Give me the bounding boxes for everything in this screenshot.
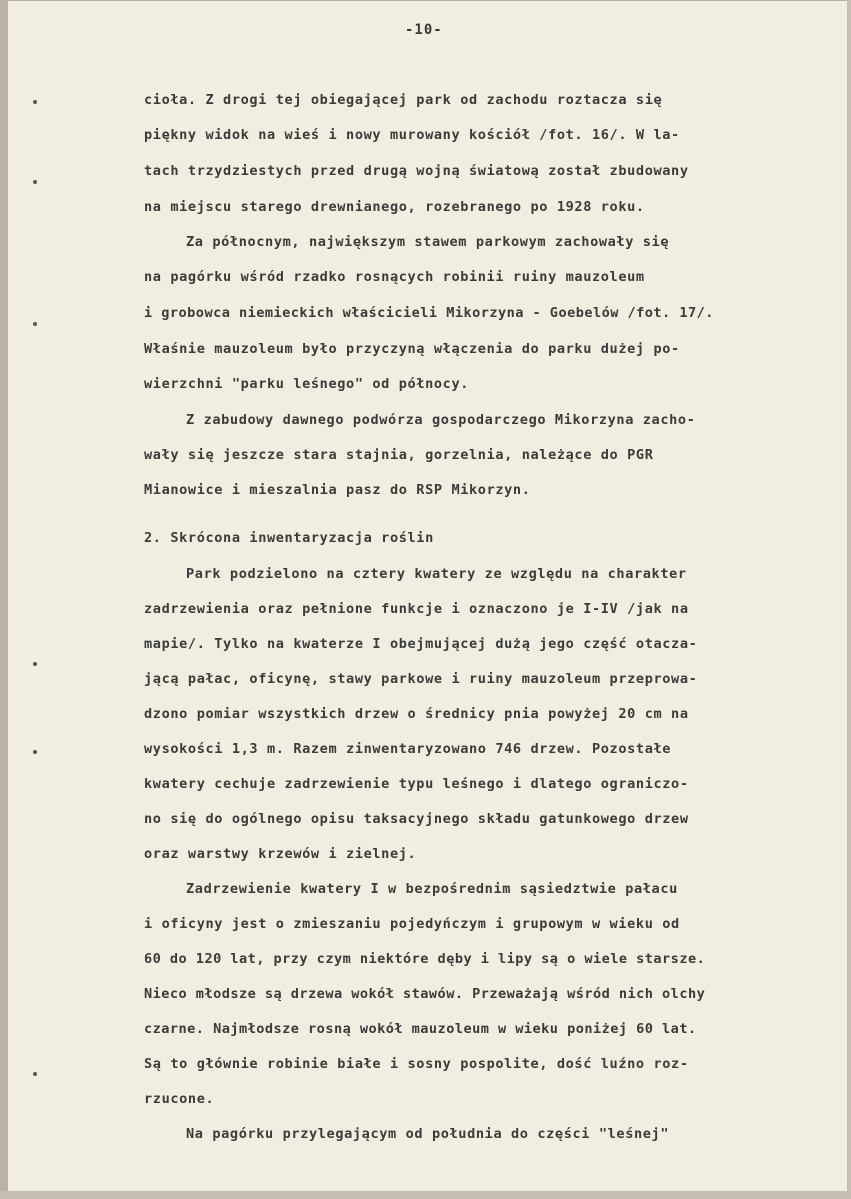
text-line: czarne. Najmłodsze rosną wokół mauzoleum w wieku poniżej 60 lat.	[144, 1021, 697, 1037]
punch-mark	[33, 322, 37, 326]
punch-mark	[33, 750, 37, 754]
punch-mark	[33, 1072, 37, 1076]
page-number: -10-	[405, 22, 443, 38]
text-line: wierzchni "parku leśnego" od północy.	[144, 376, 470, 392]
text-line: Są to głównie robinie białe i sosny pospolite, dość luźno roz-	[144, 1056, 689, 1072]
text-line: i grobowca niemieckich właścicieli Mikorzyna - Goebelów /fot. 17/.	[144, 305, 714, 321]
text-line: cioła. Z drogi tej obiegającej park od zachodu roztacza się	[144, 92, 663, 108]
text-line: i oficyny jest o zmieszaniu pojedyńczym i grupowym w wieku od	[144, 916, 680, 932]
text-line: mapie/. Tylko na kwaterze I obejmującej dużą jego część otacza-	[144, 636, 698, 652]
text-line: Z zabudowy dawnego podwórza gospodarczego Mikorzyna zacho-	[186, 412, 696, 428]
text-line: rzucone.	[144, 1091, 215, 1107]
text-line: Mianowice i mieszalnia pasz do RSP Mikorzyn.	[144, 482, 531, 498]
text-line: Na pagórku przylegającym od południa do części "leśnej"	[186, 1126, 670, 1142]
text-line: wały się jeszcze stara stajnia, gorzelnia, należące do PGR	[144, 447, 654, 463]
text-line: no się do ogólnego opisu taksacyjnego składu gatunkowego drzew	[144, 811, 689, 827]
punch-mark	[33, 662, 37, 666]
scan-edge-right	[847, 0, 851, 1199]
text-line: Nieco młodsze są drzewa wokół stawów. Przeważają wśród nich olchy	[144, 986, 706, 1002]
text-line: oraz warstwy krzewów i zielnej.	[144, 846, 417, 862]
text-line: na miejscu starego drewnianego, rozebranego po 1928 roku.	[144, 199, 645, 215]
punch-mark	[33, 100, 37, 104]
text-line: Zadrzewienie kwatery I w bezpośrednim sąsiedztwie pałacu	[186, 881, 678, 897]
text-line: Właśnie mauzoleum było przyczyną włączenia do parku dużej po-	[144, 341, 680, 357]
text-line: na pagórku wśród rzadko rosnących robinii ruiny mauzoleum	[144, 269, 645, 285]
text-line: 60 do 120 lat, przy czym niektóre dęby i lipy są o wiele starsze.	[144, 951, 706, 967]
text-line: kwatery cechuje zadrzewienie typu leśnego i dlatego ograniczo-	[144, 776, 689, 792]
text-line: piękny widok na wieś i nowy murowany kościół /fot. 16/. W la-	[144, 127, 680, 143]
scan-edge-bottom	[0, 1191, 851, 1199]
text-line: wysokości 1,3 m. Razem zinwentaryzowano 746 drzew. Pozostałe	[144, 741, 672, 757]
punch-mark	[33, 180, 37, 184]
text-line: Park podzielono na cztery kwatery ze względu na charakter	[186, 566, 687, 582]
text-line: tach trzydziestych przed drugą wojną światową został zbudowany	[144, 163, 689, 179]
section-heading: 2. Skrócona inwentaryzacja roślin	[144, 530, 434, 546]
scan-edge-left	[0, 0, 8, 1199]
text-line: Za północnym, największym stawem parkowym zachowały się	[186, 234, 670, 250]
text-line: zadrzewienia oraz pełnione funkcje i oznaczono je I-IV /jak na	[144, 601, 689, 617]
text-line: jącą pałac, oficynę, stawy parkowe i ruiny mauzoleum przeprowa-	[144, 671, 698, 687]
text-line: dzono pomiar wszystkich drzew o średnicy pnia powyżej 20 cm na	[144, 706, 689, 722]
